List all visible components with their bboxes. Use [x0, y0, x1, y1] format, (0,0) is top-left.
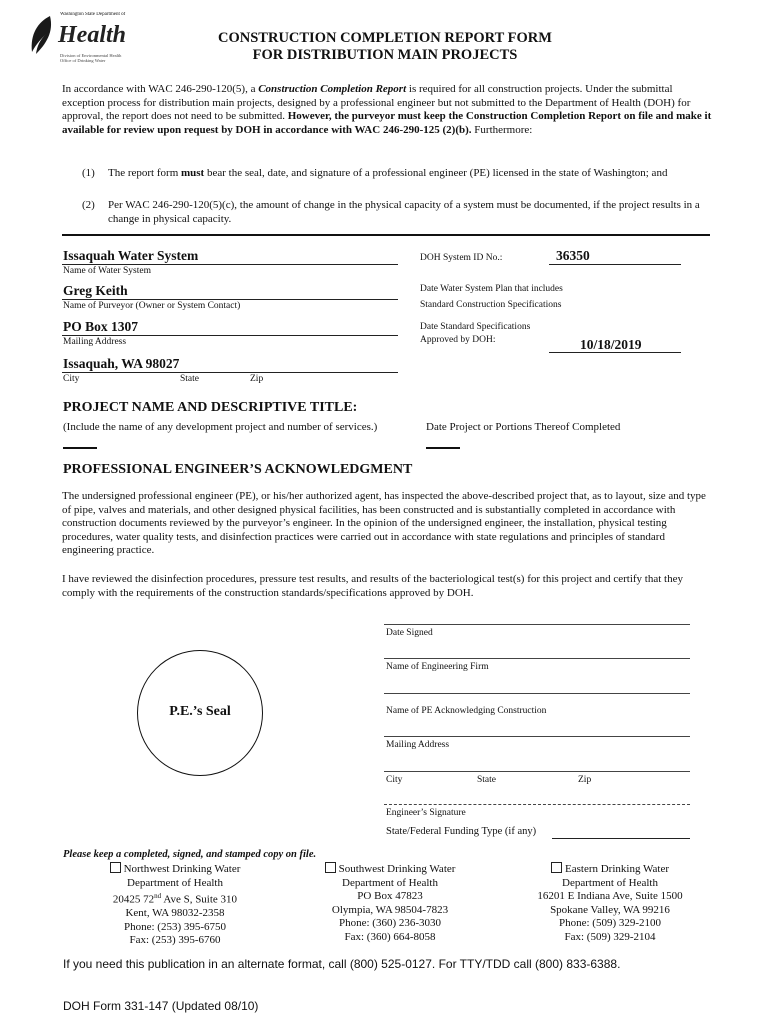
item-text: bear the seal, date, and signature of a professional engineer (PE) licensed in the state of Washington; and	[204, 167, 668, 179]
form-title-line2: FOR DISTRIBUTION MAIN PROJECTS	[252, 47, 518, 63]
office-fax: Fax: (509) 329-2104	[564, 930, 656, 943]
mailing-value[interactable]: PO Box 1307	[63, 319, 139, 334]
purveyor-value[interactable]: Greg Keith	[63, 283, 128, 298]
approved-label-2: Approved by DOH:	[420, 335, 496, 345]
doh-id-line	[549, 264, 681, 265]
city-label: City	[63, 374, 80, 384]
office-city: Kent, WA 98032-2358	[125, 907, 225, 920]
state-sig-label: State	[477, 775, 496, 785]
intro-report-name: Construction Completion Report	[258, 83, 407, 95]
checkbox-northwest[interactable]	[110, 862, 121, 873]
date-signed-label: Date Signed	[386, 628, 433, 638]
intro-text: is required for all construction projects. Under the submittal exception process for distribution main projects, designed by a professional engineer but not submitted to the Department of Health (DOH) for approval, the report does not need to be submitted.	[62, 83, 691, 123]
intro-text: In accordance with WAC 246-290-120(5), a	[62, 83, 259, 95]
office-northwest	[85, 862, 265, 948]
office-address	[85, 890, 265, 907]
doh-id-label: DOH System ID No.:	[420, 253, 503, 263]
signature-label: Engineer’s Signature	[386, 808, 466, 818]
approved-line	[549, 352, 681, 353]
office-city: Olympia, WA 98504-7823	[331, 903, 449, 916]
approved-label-1: Date Standard Specifications	[420, 322, 531, 332]
project-name-hint: (Include the name of any development project and number of services.)	[63, 421, 378, 433]
purveyor-line	[62, 299, 398, 300]
firm-label: Name of Engineering Firm	[386, 662, 489, 672]
approved-value[interactable]: 10/18/2019	[580, 337, 642, 352]
office-name: Southwest Drinking Water	[338, 863, 456, 875]
addr-sup: nd	[154, 892, 162, 900]
office-dept: Department of Health	[562, 876, 658, 889]
office-address: PO Box 47823	[357, 890, 423, 902]
list-item	[82, 167, 712, 181]
addr-num: 20425 72	[112, 893, 155, 906]
mailing-line	[62, 335, 398, 336]
office-phone: Phone: (509) 329-2100	[558, 917, 662, 929]
office-dept: Department of Health	[342, 876, 438, 889]
logo-top-text: Washington State Department of	[60, 12, 126, 17]
pe-name-label: Name of PE Acknowledging Construction	[386, 706, 547, 716]
plan-date-label: Date Water System Plan that includes	[420, 284, 563, 294]
mailing-sig-line[interactable]	[384, 736, 690, 737]
item-number: (1)	[82, 167, 95, 179]
doh-id-value[interactable]: 36350	[556, 248, 590, 263]
item-text: The report form	[108, 167, 181, 179]
project-date-hint: Date Project or Portions Thereof Completed	[426, 421, 621, 433]
alt-format-notice: If you need this publication in an alternate format, call (800) 525-0127. For TTY/TDD call (800) 833-6388.	[63, 957, 621, 971]
separator	[62, 234, 710, 236]
city-sig-label: City	[386, 775, 403, 785]
keep-note: Please keep a completed, signed, and stamped copy on file.	[63, 849, 317, 860]
intro-text: Furthermore:	[471, 123, 533, 136]
pe-name-line[interactable]	[384, 693, 690, 694]
state-label: State	[180, 374, 199, 384]
addr-rest: Ave S, Suite 310	[161, 893, 238, 906]
office-southwest	[300, 862, 480, 944]
ack-paragraph-1: The undersigned professional engineer (PE), or his/her authorized agent, has inspected the above-described project that, as to layout, size and type of pipe, valves and materials, and other designed physical facilities, has been constructed and is substantially completed in accordance with construction documents reviewed by the purveyor’s engineer. In the opinion of the undersigned engineer, the installation, physical testing procedures, water quality tests, and disinfection practices were carried out in accordance with state regulations and principles of standard engineering practice.	[62, 490, 706, 557]
zip-sig-label: Zip	[578, 775, 592, 785]
project-date-field[interactable]	[426, 447, 460, 449]
office-fax: Fax: (253) 395-6760	[129, 934, 221, 947]
intro-bold-text: However, the purveyor must keep the Construction Completion Report on file and make it available for review upon request by DOH in accordance with WAC 246-290-125 (2)(b).	[62, 110, 712, 136]
spec-label: Standard Construction Specifications	[420, 300, 562, 310]
office-city: Spokane Valley, WA 99216	[550, 903, 670, 916]
funding-label: State/Federal Funding Type (if any)	[386, 826, 537, 837]
checkbox-eastern[interactable]	[551, 862, 562, 873]
project-heading: PROJECT NAME AND DESCRIPTIVE TITLE:	[63, 400, 358, 415]
city-line	[62, 372, 398, 373]
office-address: 16201 E Indiana Ave, Suite 1500	[537, 890, 683, 902]
form-title-line1: CONSTRUCTION COMPLETION REPORT FORM	[218, 30, 552, 46]
office-name: Eastern Drinking Water	[565, 863, 669, 875]
city-sig-line[interactable]	[384, 771, 690, 772]
funding-line[interactable]	[552, 838, 690, 839]
water-system-label: Name of Water System	[63, 266, 151, 276]
office-dept: Department of Health	[127, 876, 223, 889]
firm-line[interactable]	[384, 658, 690, 659]
office-name: Northwest Drinking Water	[123, 863, 241, 875]
list-item	[82, 199, 712, 226]
signature-line[interactable]	[384, 804, 690, 805]
office-fax: Fax: (360) 664-8058	[344, 930, 436, 943]
checkbox-southwest[interactable]	[325, 862, 336, 873]
mailing-label: Mailing Address	[63, 337, 127, 347]
logo-tagline: Division of Environmental Health Office of Drinking Water	[60, 53, 122, 63]
office-phone: Phone: (253) 395-6750	[123, 920, 227, 933]
office-phone: Phone: (360) 236-3030	[338, 917, 442, 929]
pe-seal-label: P.E.’s Seal	[169, 704, 231, 719]
item-text: Per WAC 246-290-120(5)(c), the amount of change in the physical capacity of a system must be documented, if the project results in a change in physical capacity.	[108, 199, 700, 225]
project-name-field[interactable]	[63, 447, 97, 449]
ack-heading: PROFESSIONAL ENGINEER’S ACKNOWLEDGMENT	[63, 462, 413, 477]
logo-name: Health	[58, 22, 127, 48]
water-system-value[interactable]: Issaquah Water System	[63, 248, 199, 263]
date-signed-line[interactable]	[384, 624, 690, 625]
water-system-line	[62, 264, 398, 265]
ack-paragraph-2: I have reviewed the disinfection procedures, pressure test results, and results of the bacteriological test(s) for this project and certify that they comply with the requirements of the construction standards/specifications approved by DOH.	[62, 573, 683, 599]
mailing-sig-label: Mailing Address	[386, 740, 450, 750]
intro-paragraph	[62, 83, 712, 137]
office-eastern	[510, 862, 710, 944]
form-id: DOH Form 331-147 (Updated 08/10)	[63, 999, 259, 1013]
item-number: (2)	[82, 199, 95, 211]
zip-label: Zip	[250, 374, 264, 384]
city-value[interactable]: Issaquah, WA 98027	[63, 356, 180, 371]
purveyor-label: Name of Purveyor (Owner or System Contact)	[63, 301, 241, 311]
item-bold: must	[181, 167, 205, 179]
